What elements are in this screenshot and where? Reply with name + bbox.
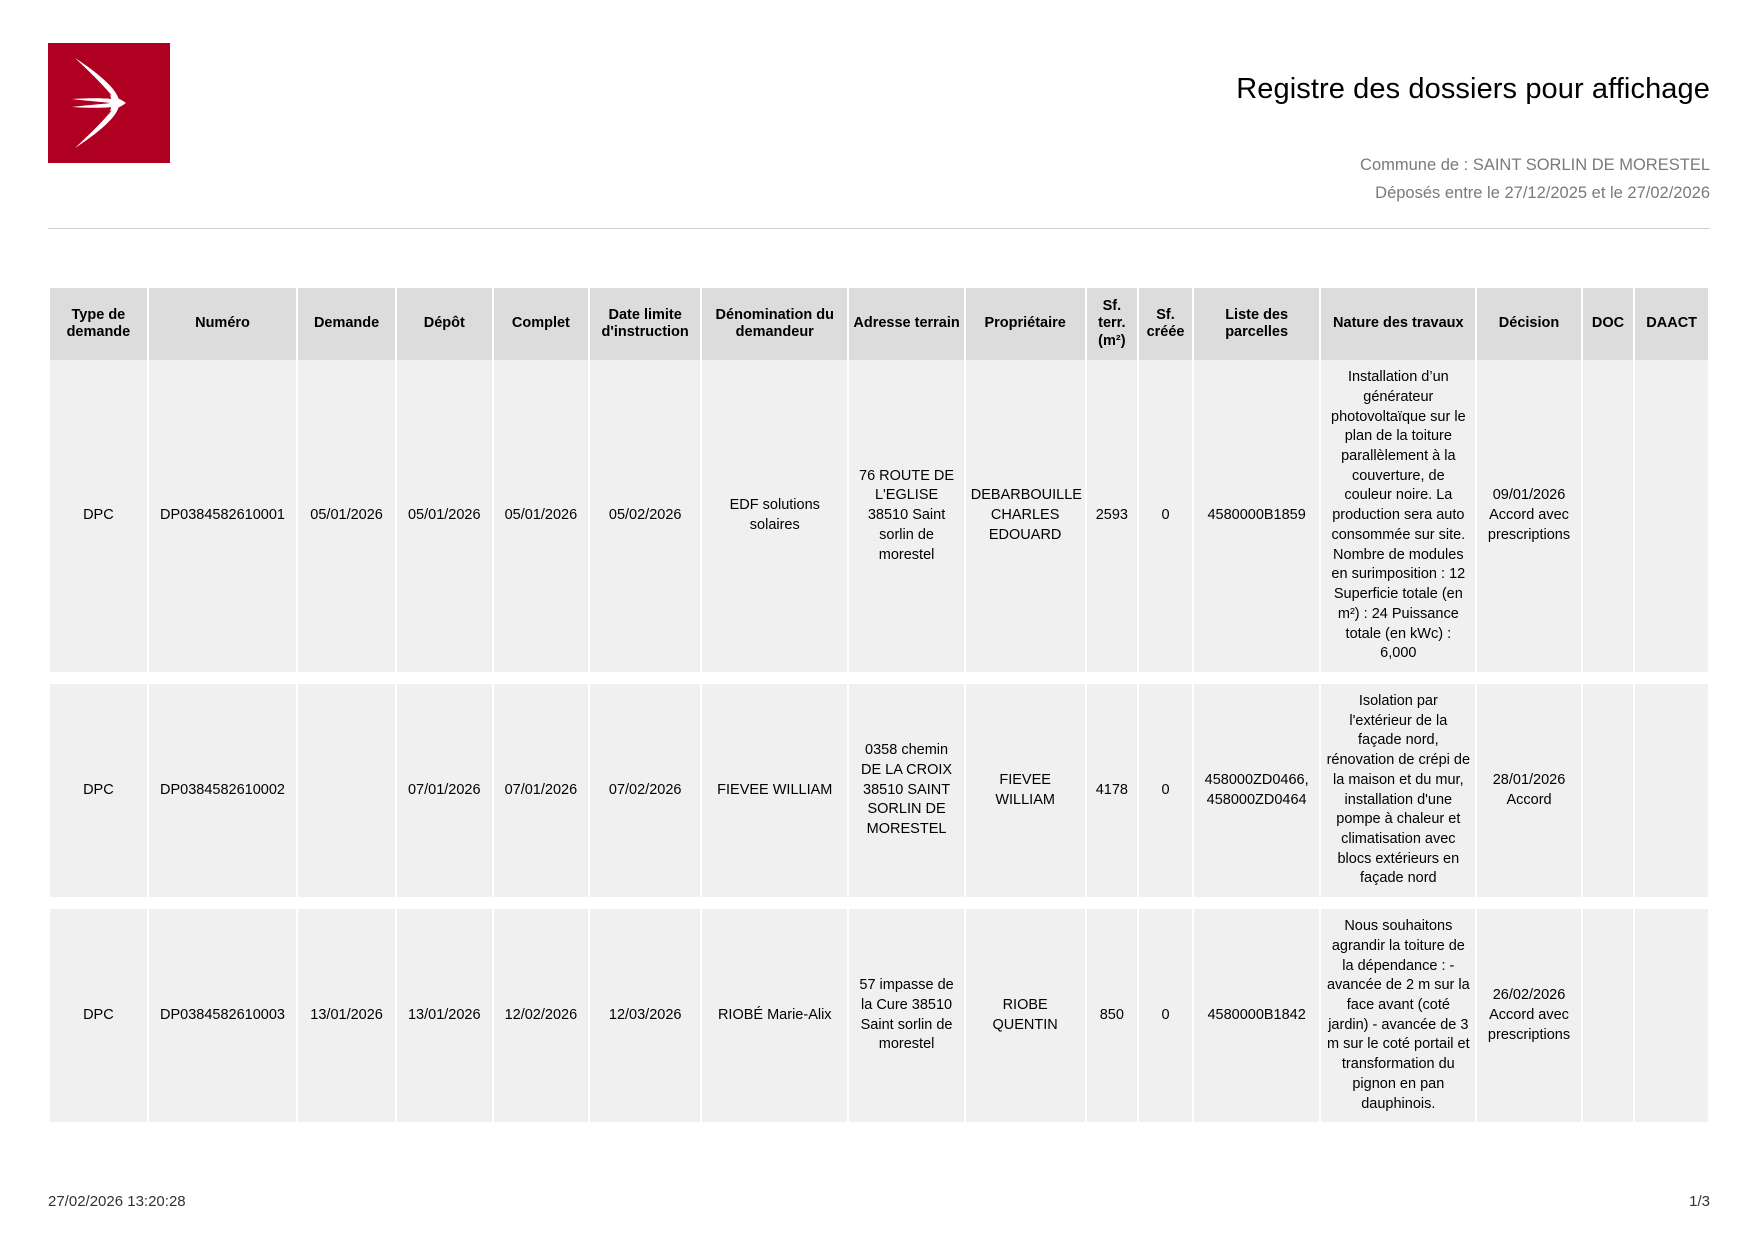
cell-numero: DP0384582610003 bbox=[149, 909, 296, 1122]
cell-doc bbox=[1583, 684, 1634, 897]
column-header-sfcree: Sf. créée bbox=[1139, 288, 1192, 360]
cell-daact bbox=[1635, 684, 1708, 897]
document-header bbox=[0, 0, 1754, 203]
column-header-daact: DAACT bbox=[1635, 288, 1708, 360]
cell-denom: FIEVEE WILLIAM bbox=[702, 684, 847, 897]
column-header-doc: DOC bbox=[1583, 288, 1634, 360]
cell-adresse: 57 impasse de la Cure 38510 Saint sorlin de morestel bbox=[849, 909, 963, 1122]
cell-depot: 05/01/2026 bbox=[397, 360, 492, 672]
cell-demande: 05/01/2026 bbox=[298, 360, 395, 672]
period-line: Déposés entre le 27/12/2025 et le 27/02/2026 bbox=[1375, 184, 1710, 203]
bird-logo bbox=[48, 43, 170, 163]
row-spacer bbox=[50, 897, 1708, 909]
cell-numero: DP0384582610001 bbox=[149, 360, 296, 672]
cell-sf-creee: 0 bbox=[1139, 360, 1192, 672]
cell-sf-terr: 2593 bbox=[1087, 360, 1138, 672]
registre-table bbox=[48, 288, 1710, 1122]
cell-proprietaire: DEBARBOUILLE CHARLES EDOUARD bbox=[966, 360, 1085, 672]
header-divider bbox=[48, 228, 1710, 229]
cell-nature: Isolation par l'extérieur de la façade nord, rénovation de crépi de la maison et du mur, installation d'une pompe à chaleur et climatisation avec blocs extérieurs en façade nord bbox=[1321, 684, 1475, 897]
cell-nature: Installation d’un générateur photovoltaïque sur le plan de la toiture parallèlement à la couverture, de couleur noire. La production sera auto consommée sur site. Nombre de modules en surimposition : 12 Superficie totale (en m²) : 24 Puissance totale (en kWc) : 6,000 bbox=[1321, 360, 1475, 672]
cell-sf-terr: 850 bbox=[1087, 909, 1138, 1122]
cell-demande: 13/01/2026 bbox=[298, 909, 395, 1122]
cell-doc bbox=[1583, 909, 1634, 1122]
column-header-depot: Dépôt bbox=[397, 288, 492, 360]
cell-sf-terr: 4178 bbox=[1087, 684, 1138, 897]
header-text-block bbox=[1236, 72, 1710, 207]
cell-parcelles: 4580000B1842 bbox=[1194, 909, 1319, 1122]
cell-limite: 07/02/2026 bbox=[590, 684, 700, 897]
cell-complet: 07/01/2026 bbox=[494, 684, 589, 897]
column-header-prop: Propriétaire bbox=[966, 288, 1085, 360]
row-spacer bbox=[50, 672, 1708, 684]
cell-depot: 07/01/2026 bbox=[397, 684, 492, 897]
table-body bbox=[50, 360, 1708, 1122]
cell-nature: Nous souhaitons agrandir la toiture de la dépendance : - avancée de 2 m sur la face avant (coté jardin) - avancée de 3 m sur le coté portail et transformation du pignon en pan dauphinois. bbox=[1321, 909, 1475, 1122]
cell-sf-creee: 0 bbox=[1139, 684, 1192, 897]
column-header-type: Type de demande bbox=[50, 288, 147, 360]
header-subtitle bbox=[1236, 153, 1710, 207]
column-header-parcelles: Liste des parcelles bbox=[1194, 288, 1319, 360]
cell-complet: 12/02/2026 bbox=[494, 909, 589, 1122]
column-header-nature: Nature des travaux bbox=[1321, 288, 1475, 360]
column-header-demande: Demande bbox=[298, 288, 395, 360]
page-title: Registre des dossiers pour affichage bbox=[1236, 73, 1710, 105]
cell-proprietaire: FIEVEE WILLIAM bbox=[966, 684, 1085, 897]
table-row bbox=[50, 360, 1708, 672]
footer-timestamp: 27/02/2026 13:20:28 bbox=[48, 1193, 186, 1210]
column-header-limite: Date limite d'instruction bbox=[590, 288, 700, 360]
column-header-sfterr: Sf. terr. (m²) bbox=[1087, 288, 1138, 360]
cell-type: DPC bbox=[50, 909, 147, 1122]
cell-daact bbox=[1635, 909, 1708, 1122]
document-footer bbox=[48, 1193, 1710, 1210]
column-header-decision: Décision bbox=[1477, 288, 1580, 360]
cell-numero: DP0384582610002 bbox=[149, 684, 296, 897]
cell-adresse: 0358 chemin DE LA CROIX 38510 SAINT SORLIN DE MORESTEL bbox=[849, 684, 963, 897]
cell-depot: 13/01/2026 bbox=[397, 909, 492, 1122]
cell-sf-creee: 0 bbox=[1139, 909, 1192, 1122]
cell-limite: 05/02/2026 bbox=[590, 360, 700, 672]
cell-proprietaire: RIOBE QUENTIN bbox=[966, 909, 1085, 1122]
column-header-numero: Numéro bbox=[149, 288, 296, 360]
footer-page-number: 1/3 bbox=[1689, 1193, 1710, 1210]
cell-type: DPC bbox=[50, 360, 147, 672]
cell-adresse: 76 ROUTE DE L'EGLISE 38510 Saint sorlin de morestel bbox=[849, 360, 963, 672]
cell-demande bbox=[298, 684, 395, 897]
cell-limite: 12/03/2026 bbox=[590, 909, 700, 1122]
cell-parcelles: 458000ZD0466, 458000ZD0464 bbox=[1194, 684, 1319, 897]
cell-denom: RIOBÉ Marie-Alix bbox=[702, 909, 847, 1122]
cell-decision: 28/01/2026 Accord bbox=[1477, 684, 1580, 897]
registre-table-wrapper bbox=[48, 288, 1710, 1122]
cell-decision: 09/01/2026 Accord avec prescriptions bbox=[1477, 360, 1580, 672]
cell-daact bbox=[1635, 360, 1708, 672]
table-row bbox=[50, 684, 1708, 897]
cell-doc bbox=[1583, 360, 1634, 672]
cell-type: DPC bbox=[50, 684, 147, 897]
table-row bbox=[50, 909, 1708, 1122]
commune-line: Commune de : SAINT SORLIN DE MORESTEL bbox=[1360, 155, 1710, 174]
cell-decision: 26/02/2026 Accord avec prescriptions bbox=[1477, 909, 1580, 1122]
table-header-row bbox=[50, 288, 1708, 360]
table-header bbox=[50, 288, 1708, 360]
column-header-complet: Complet bbox=[494, 288, 589, 360]
cell-parcelles: 4580000B1859 bbox=[1194, 360, 1319, 672]
cell-denom: EDF solutions solaires bbox=[702, 360, 847, 672]
cell-complet: 05/01/2026 bbox=[494, 360, 589, 672]
column-header-denom: Dénomination du demandeur bbox=[702, 288, 847, 360]
column-header-adresse: Adresse terrain bbox=[849, 288, 963, 360]
